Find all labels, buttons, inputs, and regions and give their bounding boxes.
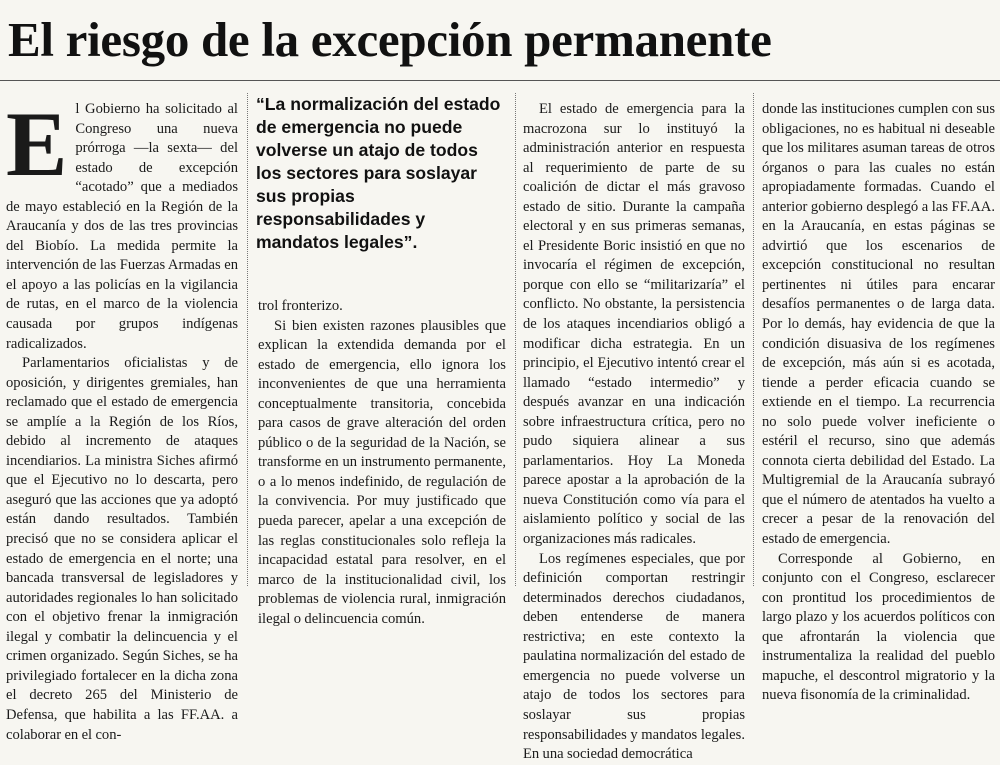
column-divider-1	[247, 93, 248, 586]
drop-cap: E	[6, 93, 68, 195]
paragraph: l Gobierno ha solicitado al Congreso una nueva prórroga —la sexta— del estado de excepción “acotado” que a mediados de mayo estableció en la Región de la Araucanía y dos de las tres provincias del Biobío. La medida permite la intervención de las Fuerzas Armadas en el apoyo a las policías en la vigilancia de rutas, en el marco de la violencia causada por grupos indígenas radicalizados.	[6, 101, 238, 352]
article-column-3	[523, 100, 745, 763]
column-divider-2	[515, 93, 516, 586]
column-divider-3	[753, 93, 754, 586]
paragraph: Parlamentarios oficialistas y de oposición, y dirigentes gremiales, han reclamado que el estado de emergencia se amplíe a la Región de los Ríos, debido al incremento de ataques incendiarios. La ministra Siches afirmó que el Ejecutivo no lo descarta, pero aseguró que las acciones que ya adoptó están dando resultados. También precisó que no se considera aplicar el estado de emergencia en el norte; una bancada transversal de legisladores y autoridades regionales lo han solicitado con el objetivo frenar la inmigración ilegal y combatir la delincuencia y el crimen organizado. Según Siches, se ha privilegiado fortalecer en la dicha zona el decreto 265 del Ministerio de Defensa, que habilita a las FF.AA. a colaborar en el con-	[6, 355, 238, 743]
article-column-4	[762, 100, 995, 704]
pull-quote: “La normalización del estado de emergencia no puede volverse un atajo de todos los sectores para soslayar sus propias responsabilidades y mandatos legales”.	[256, 94, 501, 252]
article-column-2	[258, 297, 506, 627]
paragraph: El estado de emergencia para la macrozona sur lo instituyó la administración anterior en respuesta al requerimiento de parte de su coalición de dictar el más gravoso estado de sitio. Durante la campaña electoral y en sus primeras semanas, el Presidente Boric insistió en que no invocaría el régimen de excepción, porque con ello se “militarizaría” el conflicto. No obstante, la persistencia de los ataques incendiarios obligó a modificar dicha estrategia. En un principio, el Ejecutivo intentó crear el llamado “estado intermedio” y después avanzar en una indicación sobre infraestructura crítica, pero no pudo siquiera alinear a sus parlamentarios. Hoy La Moneda parece apostar a la aprobación de la nueva Constitución como vía para el aislamiento político y social de las organizaciones más radicales.	[523, 101, 745, 548]
paragraph: trol fronterizo.	[258, 298, 343, 314]
paragraph: donde las instituciones cumplen con sus obligaciones, no es habitual ni deseable que los militares asuman tareas de otros órganos o para las cuales no están apropiadamente formadas. Cuando el anterior gobierno desplegó a las FF.AA. en la Araucanía, en estas páginas se advirtió que los escenarios de excepción constitucional no resultan pertinentes ni útiles para encarar desafíos permanentes o de larga data. Por lo demás, hay evidencia de que la condición disuasiva de los regímenes de excepción, más aún si es acotada, tiende a perder eficacia cuando se extiende en el tiempo. La recurrencia no solo puede volver ineficiente o estéril el recurso, sino que además connota cierta debilidad del Estado. La Multigremial de la Araucanía subrayó que el número de atentados ha vuelto a crecer a pesar de la renovación del estado de emergencia.	[762, 101, 995, 548]
headline: El riesgo de la excepción permanente	[8, 12, 772, 67]
paragraph: Si bien existen razones plausibles que explican la extendida demanda por el estado de emergencia, ello ignora los inconvenientes de que una herramienta conceptualmente transitoria, concebida para casos de grave alteración del orden público o de la seguridad de la Nación, se transforme en un instrumento permanente, o a lo menos indefinido, de regulación de la convivencia. Por muy justificado que pueda parecer, apelar a una excepción de las reglas constitucionales solo refleja la incapacidad estatal para resolver, en el marco de la institucionalidad civil, los problemas de violencia rural, inmigración ilegal o delincuencia común.	[258, 317, 506, 627]
paragraph: Los regímenes especiales, que por definición comportan restringir determinados derechos ciudadanos, deben entenderse de manera restrictiva; en este contexto la paulatina normalización del estado de emergencia no puede volverse un atajo de todos los sectores para soslayar sus propias responsabilidades y mandatos legales. En una sociedad democrática	[523, 550, 745, 763]
headline-rule	[0, 80, 1000, 81]
article-column-1	[6, 93, 238, 743]
paragraph: Corresponde al Gobierno, en conjunto con el Congreso, esclarecer con prontitud los procedimientos de largo plazo y los acuerdos políticos con que afrontarán la violencia que instrumentaliza la realidad del pueblo mapuche, el descontrol migratorio y la nueva fisonomía de la criminalidad.	[762, 550, 995, 704]
